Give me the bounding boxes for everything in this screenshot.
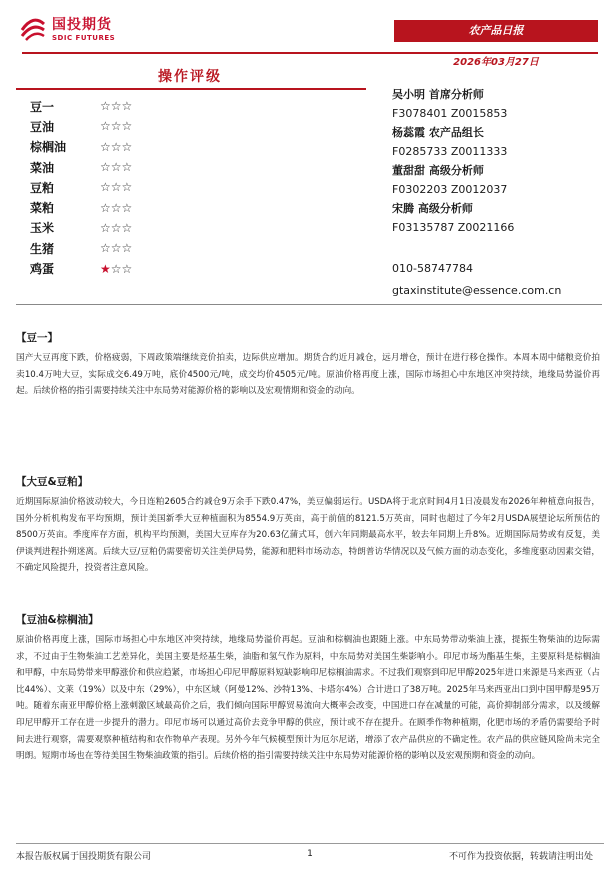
rating-row (30, 157, 230, 177)
page-number: 1 (307, 849, 313, 859)
star-outline-icon: ☆ (100, 220, 111, 235)
rating-stars-icon (100, 221, 132, 235)
rating-stars-icon (100, 180, 132, 194)
section-soybean-no1 (16, 330, 600, 400)
analyst-name: 董甜甜 高级分析师 (392, 164, 484, 177)
star-outline-icon: ☆ (110, 160, 122, 175)
footer-rule (16, 843, 604, 844)
rating-row (30, 258, 230, 278)
star-outline-icon: ☆ (121, 200, 133, 215)
rating-title: 操作评级 (158, 69, 222, 85)
rating-commodity: 豆油 (30, 119, 55, 134)
section-heading: 【大豆&豆粕】 (16, 476, 89, 488)
star-outline-icon: ☆ (121, 160, 133, 175)
logo-text-en: SDIC FUTURES (52, 34, 116, 42)
star-filled-icon: ★ (100, 261, 111, 276)
star-outline-icon: ☆ (100, 180, 111, 195)
rating-row (30, 238, 230, 258)
star-outline-icon: ☆ (121, 241, 133, 256)
rating-stars-icon (100, 201, 132, 215)
star-outline-icon: ☆ (110, 180, 122, 195)
star-outline-icon: ☆ (121, 220, 133, 235)
report-date: 2026年03月27日 (453, 57, 539, 68)
section-body: 原油价格再度上涨，国际市场担心中东地区冲突持续，地缘局势溢价再起。豆油和棕榈油也跟随上涨。中东局势带动柴油上涨，提振生物柴油的边际需求，不过由于生物柴油工艺差异化，美国主要是烃基生柴，油脂和氢气作为原料，中东局势对美国生柴影响小。印尼市场为酯基生柴，主要原料是棕榈油和甲醇，中东局势带来甲醇涨价和供应趋紧，市场担心印尼甲醇原料短缺影响印尼棕榈油需求。不过我们观察到印尼甲醇2025年进口来源是马来西亚（占比44%）、文莱（19%）以及中东（29%），中东区域（阿曼12%、沙特13%、卡塔尔4%）合计进口了38万吨。2025年马来西亚出口到中国甲醇是95万吨。随着东南亚甲醇价格上涨刺激区域最高价之后，我们倾向国际甲醇贸易流向大概率会改变，中国进口存在减量的可能，高价抑制部分需求，以及缓解印尼甲醇开工存在进一步提升的潜力。印尼市场可以通过高价去竞争甲醇的供应，预计或不存在提升。在顾季作物种植期，化肥市场的矛盾仍需要给予时间去进行观察，需要观察种植结构和农作物单产表现。另外今年气候模型预计为厄尔尼诺，增添了农产品供应的不确定性。农产品的供应链风险尚未完全明朗。短期市场也在等待美国生物柴油政策的指引。后续价格的指引需要持续关注中东局势对能源价格的影响以及宏观预期和资金的动向。 (16, 635, 600, 762)
rating-commodity: 鸡蛋 (30, 262, 55, 277)
logo-text-cn: 国投期货 (52, 17, 112, 33)
section-heading: 【豆一】 (16, 332, 58, 344)
rating-stars-icon (100, 140, 132, 154)
rating-row (30, 197, 230, 217)
star-outline-icon: ☆ (121, 139, 133, 154)
analyst-list (392, 86, 602, 238)
analyst-name: 杨蕊霞 农产品组长 (392, 126, 484, 139)
star-outline-icon: ☆ (100, 160, 111, 175)
star-outline-icon: ☆ (100, 139, 111, 154)
star-outline-icon: ☆ (121, 180, 133, 195)
star-outline-icon: ☆ (110, 139, 122, 154)
rating-row (30, 116, 230, 136)
star-outline-icon: ☆ (100, 119, 111, 134)
rating-commodity: 棕榈油 (30, 140, 67, 155)
star-outline-icon: ☆ (110, 220, 122, 235)
footer-disclaimer: 不可作为投资依据，转载请注明出处 (448, 852, 593, 862)
star-outline-icon: ☆ (100, 99, 111, 114)
analyst-name: 吴小明 首席分析师 (392, 88, 484, 101)
analyst-name: 宋腾 高级分析师 (392, 202, 473, 215)
rating-commodity: 豆一 (30, 99, 55, 114)
section-soy-palm-oil (16, 612, 600, 765)
rating-stars-icon (100, 241, 132, 255)
star-outline-icon: ☆ (100, 241, 111, 256)
star-outline-icon: ☆ (110, 241, 122, 256)
rating-stars-icon (100, 119, 132, 133)
section-body: 近期国际原油价格波动较大，今日连粕2605合约减仓9万余手下跌0.47%，美豆偏弱运行。USDA将于北京时间4月1日凌晨发布2026年种植意向报告，国外分析机构发布平均预期，预计美国新季大豆种植面积为8554.9万英亩，高于前值的8121.5万英亩，同时也超过了今年2月USDA展望论坛所预估的8500万英亩。季度库存方面，机构平均预测，美国大豆库存为20.63亿蒲式耳，创六年同期最高水平，较去年同期上升8%。近期国际局势或有反复，美伊谈判进程扑朔迷离。后续大豆/豆粕仍需要密切关注美伊局势，能源和肥料市场动态，特朗普访华情况以及气候方面的动态变化，多维度驱动因素交错，不确定风险提升，投资者注意风险。 (16, 497, 600, 574)
rating-list (30, 96, 230, 279)
section-divider (16, 304, 602, 305)
star-outline-icon: ☆ (110, 261, 122, 276)
analyst-cert: F0285733 Z0011333 (392, 145, 508, 158)
analyst-cert: F03135787 Z0021166 (392, 221, 515, 234)
analyst-cert: F0302203 Z0012037 (392, 183, 508, 196)
rating-row (30, 96, 230, 116)
contact-email[interactable]: gtaxinstitute@essence.com.cn (392, 284, 562, 297)
rating-row (30, 218, 230, 238)
rating-row (30, 177, 230, 197)
star-outline-icon: ☆ (121, 99, 133, 114)
rating-commodity: 豆粕 (30, 180, 55, 195)
rating-commodity: 菜油 (30, 160, 55, 175)
report-type-banner: 农产品日报 (394, 20, 598, 42)
rating-stars-icon (100, 99, 132, 113)
logo-mark-icon (18, 12, 48, 42)
rating-row (30, 137, 230, 157)
star-outline-icon: ☆ (121, 119, 133, 134)
section-soybean-meal (16, 474, 600, 577)
rating-rule (16, 88, 366, 90)
rating-commodity: 玉米 (30, 221, 55, 236)
analyst-cert: F3078401 Z0015853 (392, 107, 508, 120)
contact-phone: 010-58747784 (392, 262, 473, 275)
footer-copyright: 本报告版权属于国投期货有限公司 (16, 852, 152, 862)
rating-stars-icon (100, 262, 132, 276)
star-outline-icon: ☆ (110, 200, 122, 215)
rating-commodity: 菜粕 (30, 201, 55, 216)
rating-commodity: 生猪 (30, 241, 55, 256)
star-outline-icon: ☆ (110, 99, 122, 114)
section-heading: 【豆油&棕榈油】 (16, 614, 99, 626)
header-rule (22, 52, 598, 54)
star-outline-icon: ☆ (100, 200, 111, 215)
star-outline-icon: ☆ (110, 119, 122, 134)
star-outline-icon: ☆ (121, 261, 133, 276)
company-logo (18, 10, 148, 50)
rating-stars-icon (100, 160, 132, 174)
section-body: 国产大豆再度下跌，价格疲弱，下周政策端继续竞价拍卖，边际供应增加。期货合约近月减仓，远月增仓，预计在进行移仓操作。本周本周中储粮竞价拍卖10.4万吨大豆，实际成交6.49万吨，底价4500元/吨，成交均价4505元/吨。原油价格再度上涨，国际市场担心中东地区冲突持续，地缘局势溢价再起。后续价格的指引需要持续关注中东局势对能源价格的影响以及宏观情期和资金的动向。 (16, 353, 600, 397)
